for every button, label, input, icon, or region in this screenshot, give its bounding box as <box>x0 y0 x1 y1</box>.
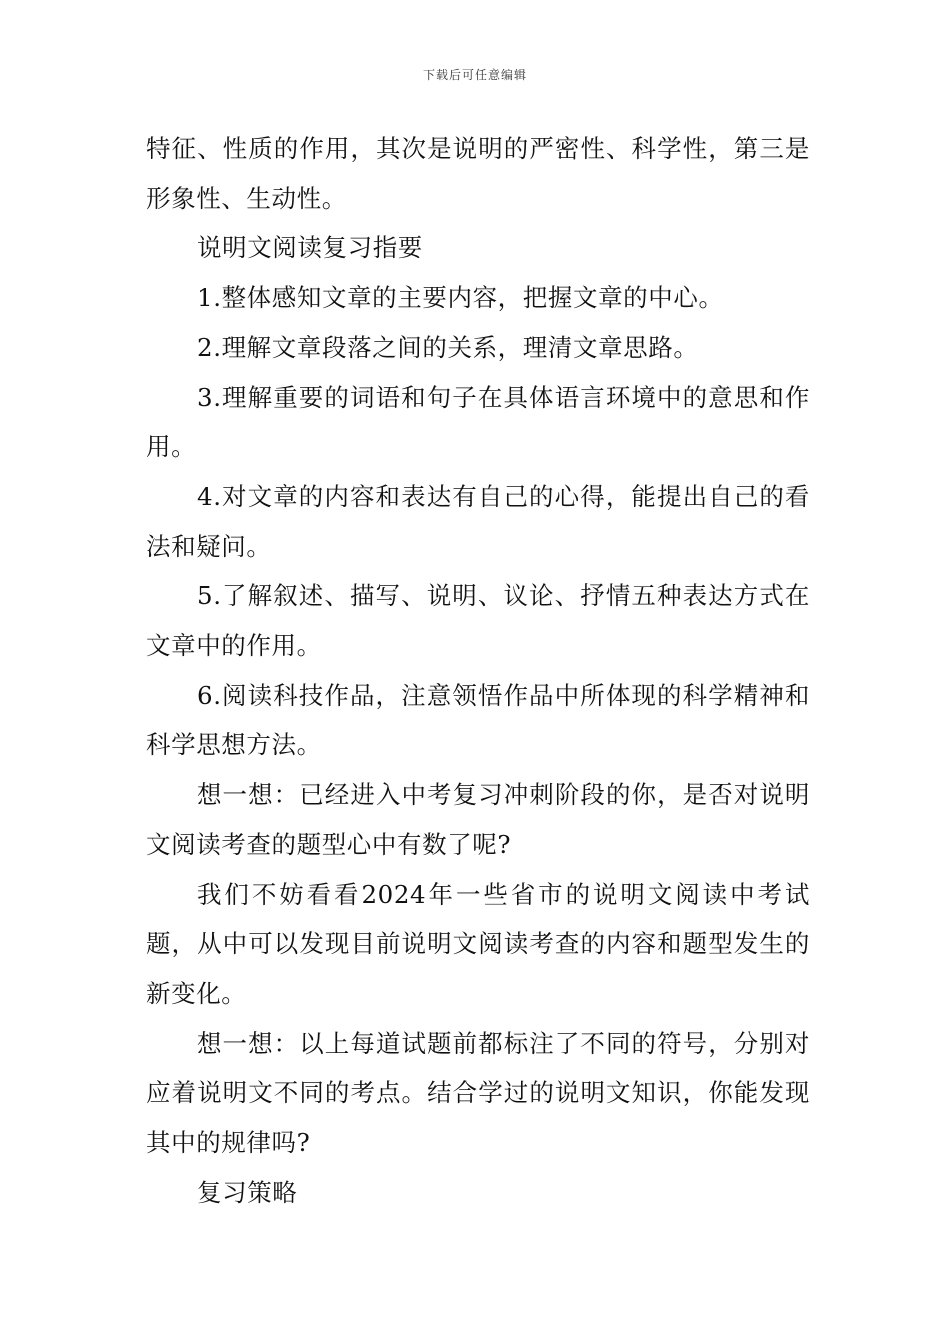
page-header: 下载后可任意编辑 <box>422 68 527 82</box>
list-item: 2.理解文章段落之间的关系，理清文章思路。 <box>197 332 699 362</box>
list-item: 5.了解叙述、描写、说明、议论、抒情五种表达方式在文章中的作用。 <box>146 581 810 661</box>
list-item: 1.整体感知文章的主要内容，把握文章的中心。 <box>197 283 724 313</box>
document-body <box>146 124 810 1217</box>
paragraph: 想一想：已经进入中考复习冲刺阶段的你，是否对说明文阅读考查的题型心中有数了呢? <box>146 780 810 859</box>
paragraph: 我们不妨看看2024年一些省市的说明文阅读中考试题，从中可以发现目前说明文阅读考查的内容和题型发生的新变化。 <box>146 879 810 1008</box>
list-item: 4.对文章的内容和表达有自己的心得，能提出自己的看法和疑问。 <box>146 481 810 561</box>
paragraph: 特征、性质的作用，其次是说明的严密性、科学性，第三是形象性、生动性。 <box>146 134 810 213</box>
list-item: 3.理解重要的词语和句子在具体语言环境中的意思和作用。 <box>146 382 810 462</box>
section-heading: 复习策略 <box>197 1177 298 1207</box>
paragraph: 想一想：以上每道试题前都标注了不同的符号，分别对应着说明文不同的考点。结合学过的说明文知识，你能发现其中的规律吗? <box>146 1028 810 1158</box>
list-item: 6.阅读科技作品，注意领悟作品中所体现的科学精神和科学思想方法。 <box>146 680 810 760</box>
section-heading: 说明文阅读复习指要 <box>197 233 423 263</box>
